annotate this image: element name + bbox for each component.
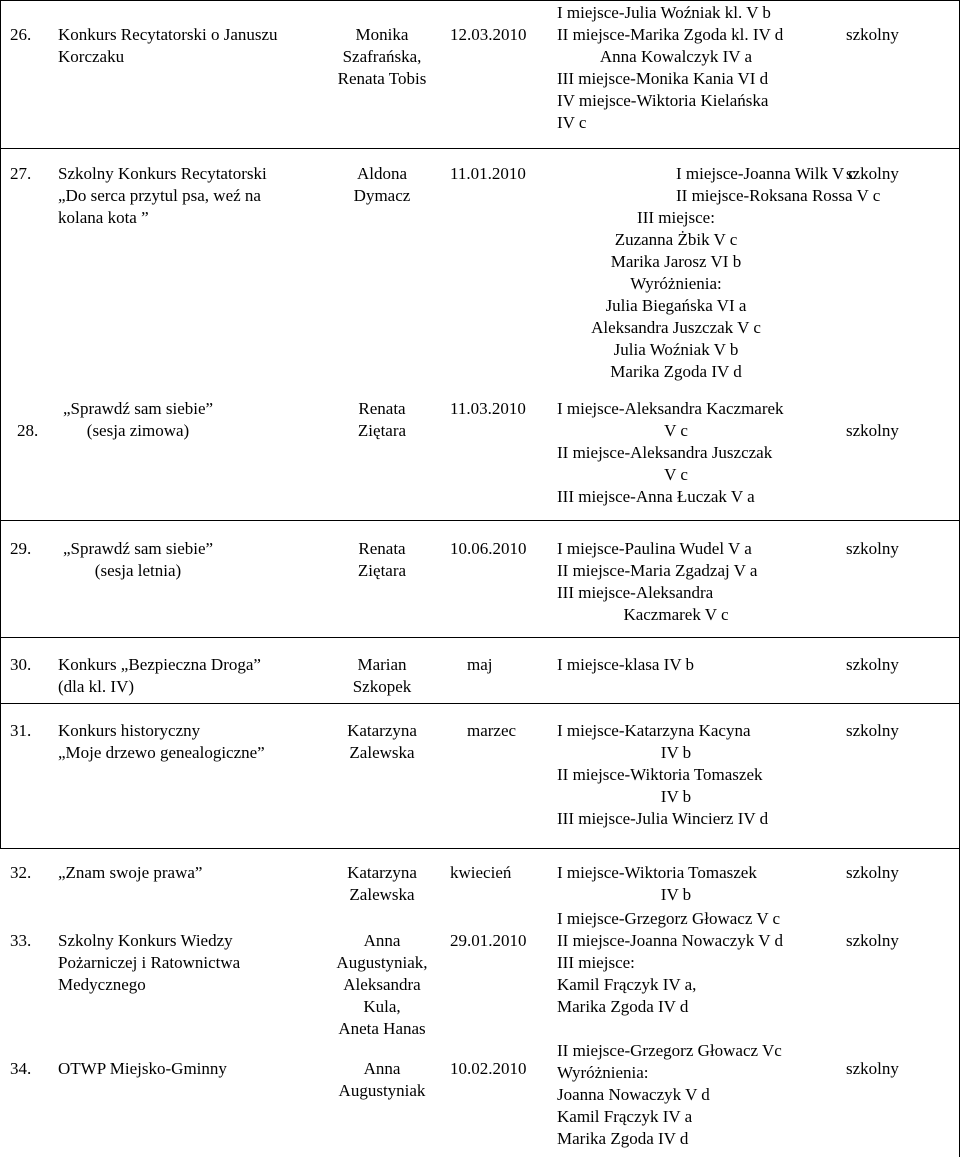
competition-name: „Sprawdź sam siebie” bbox=[62, 399, 214, 418]
organizer-name: Szafrańska, bbox=[342, 47, 422, 66]
organizer-name: Marian bbox=[357, 655, 407, 674]
result-line: II miejsce-Wiktoria Tomaszek bbox=[557, 765, 763, 784]
competition-name: (dla kl. IV) bbox=[58, 677, 135, 696]
result-line: Wyróżnienia: bbox=[630, 274, 722, 293]
organizer-name: Renata bbox=[358, 399, 406, 418]
competition-date: 11.01.2010 bbox=[450, 164, 526, 183]
organizer-name: Kula, bbox=[363, 997, 401, 1016]
row-number: 31. bbox=[10, 721, 32, 740]
organizer-name: Anna bbox=[363, 931, 401, 950]
result-line: Joanna Nowaczyk V d bbox=[557, 1085, 710, 1104]
row-number: 32. bbox=[10, 863, 32, 882]
result-line: Marika Jarosz VI b bbox=[610, 252, 742, 271]
result-line: Julia Biegańska VI a bbox=[605, 296, 747, 315]
result-line: Kaczmarek V c bbox=[623, 605, 729, 624]
competition-date: marzec bbox=[467, 721, 517, 740]
row-number: 29. bbox=[10, 539, 32, 558]
result-line: II miejsce-Roksana Rossa V c bbox=[676, 186, 881, 205]
row-number: 30. bbox=[10, 655, 32, 674]
competition-date: 11.03.2010 bbox=[450, 399, 526, 418]
organizer-name: Szkopek bbox=[352, 677, 412, 696]
result-line: V c bbox=[664, 421, 688, 440]
result-line: I miejsce-Katarzyna Kacyna bbox=[557, 721, 751, 740]
organizer-name: Zalewska bbox=[349, 885, 415, 904]
organizer-name: Ziętara bbox=[357, 421, 407, 440]
competition-name: Szkolny Konkurs Wiedzy bbox=[58, 931, 233, 950]
competition-level: szkolny bbox=[846, 164, 899, 183]
result-line: I miejsce-klasa IV b bbox=[557, 655, 695, 674]
competition-level: szkolny bbox=[846, 25, 899, 44]
organizer-name: Renata Tobis bbox=[337, 69, 427, 88]
competition-name: Konkurs „Bezpieczna Droga” bbox=[58, 655, 261, 674]
result-line: III miejsce: bbox=[637, 208, 715, 227]
competition-level: szkolny bbox=[846, 421, 899, 440]
competition-level: szkolny bbox=[846, 539, 899, 558]
result-line: Marika Zgoda IV d bbox=[610, 362, 742, 381]
competition-name: „Znam swoje prawa” bbox=[58, 863, 203, 882]
result-line: II miejsce-Marika Zgoda kl. IV d bbox=[557, 25, 784, 44]
row-divider bbox=[0, 0, 960, 1]
result-line: IV c bbox=[557, 113, 587, 132]
result-line: I miejsce-Paulina Wudel V a bbox=[557, 539, 752, 558]
result-line: II miejsce-Maria Zgadzaj V a bbox=[557, 561, 758, 580]
organizer-name: Augustyniak, bbox=[336, 953, 428, 972]
row-divider bbox=[0, 848, 960, 849]
organizer-name: Katarzyna bbox=[347, 863, 417, 882]
result-line: IV miejsce-Wiktoria Kielańska bbox=[557, 91, 769, 110]
result-line: IV b bbox=[660, 885, 692, 904]
competition-date: 29.01.2010 bbox=[450, 931, 527, 950]
competition-date: 10.06.2010 bbox=[450, 539, 527, 558]
result-line: III miejsce-Julia Wincierz IV d bbox=[557, 809, 769, 828]
competition-name: Pożarniczej i Ratownictwa bbox=[58, 953, 241, 972]
competition-name: Medycznego bbox=[58, 975, 146, 994]
competition-level: szkolny bbox=[846, 1059, 899, 1078]
row-number: 26. bbox=[10, 25, 32, 44]
competition-date: 12.03.2010 bbox=[450, 25, 527, 44]
competition-name: (sesja letnia) bbox=[94, 561, 182, 580]
result-line: Zuzanna Żbik V c bbox=[614, 230, 738, 249]
competition-name: kolana kota ” bbox=[58, 208, 149, 227]
organizer-name: Anna bbox=[363, 1059, 401, 1078]
result-line: IV b bbox=[660, 743, 692, 762]
result-line: V c bbox=[664, 465, 688, 484]
result-line: Aleksandra Juszczak V c bbox=[591, 318, 761, 337]
competition-name: OTWP Miejsko-Gminny bbox=[58, 1059, 227, 1078]
row-number: 28. bbox=[17, 421, 39, 440]
result-line: Wyróżnienia: bbox=[557, 1063, 649, 1082]
result-line: III miejsce: bbox=[557, 953, 635, 972]
row-divider bbox=[0, 148, 960, 149]
result-line: III miejsce-Aleksandra bbox=[557, 583, 714, 602]
organizer-name: Aleksandra bbox=[343, 975, 421, 994]
result-line: Anna Kowalczyk IV a bbox=[599, 47, 753, 66]
result-line: Marika Zgoda IV d bbox=[557, 1129, 689, 1148]
organizer-name: Zalewska bbox=[349, 743, 415, 762]
organizer-name: Dymacz bbox=[353, 186, 411, 205]
row-number: 34. bbox=[10, 1059, 32, 1078]
row-number: 27. bbox=[10, 164, 32, 183]
competition-date: kwiecień bbox=[450, 863, 512, 882]
competition-name: Korczaku bbox=[58, 47, 125, 66]
competition-level: szkolny bbox=[846, 931, 899, 950]
organizer-name: Ziętara bbox=[357, 561, 407, 580]
result-line: I miejsce-Grzegorz Głowacz V c bbox=[557, 909, 781, 928]
result-line: I miejsce-Julia Woźniak kl. V b bbox=[557, 3, 771, 22]
result-line: IV b bbox=[660, 787, 692, 806]
result-line: I miejsce-Joanna Wilk V c bbox=[676, 164, 856, 183]
result-line: II miejsce-Aleksandra Juszczak bbox=[557, 443, 773, 462]
organizer-name: Monika bbox=[355, 25, 409, 44]
organizer-name: Katarzyna bbox=[347, 721, 417, 740]
competition-name: „Sprawdź sam siebie” bbox=[62, 539, 214, 558]
result-line: Kamil Frączyk IV a bbox=[557, 1107, 693, 1126]
result-line: II miejsce-Grzegorz Głowacz Vc bbox=[557, 1041, 782, 1060]
competition-date: 10.02.2010 bbox=[450, 1059, 527, 1078]
result-line: II miejsce-Joanna Nowaczyk V d bbox=[557, 931, 783, 950]
competition-name: „Moje drzewo genealogiczne” bbox=[58, 743, 265, 762]
result-line: I miejsce-Wiktoria Tomaszek bbox=[557, 863, 757, 882]
competition-level: szkolny bbox=[846, 863, 899, 882]
competition-level: szkolny bbox=[846, 655, 899, 674]
competition-level: szkolny bbox=[846, 721, 899, 740]
column-divider bbox=[0, 0, 1, 848]
row-divider bbox=[0, 520, 960, 521]
competition-name: (sesja zimowa) bbox=[86, 421, 190, 440]
organizer-name: Renata bbox=[358, 539, 406, 558]
competition-date: maj bbox=[467, 655, 493, 674]
result-line: III miejsce-Anna Łuczak V a bbox=[557, 487, 755, 506]
competition-name: Konkurs historyczny bbox=[58, 721, 201, 740]
result-line: Marika Zgoda IV d bbox=[557, 997, 689, 1016]
row-divider bbox=[0, 637, 960, 638]
competition-name: Szkolny Konkurs Recytatorski bbox=[58, 164, 267, 183]
result-line: III miejsce-Monika Kania VI d bbox=[557, 69, 769, 88]
result-line: I miejsce-Aleksandra Kaczmarek bbox=[557, 399, 784, 418]
row-divider bbox=[0, 703, 960, 704]
competition-name: Konkurs Recytatorski o Januszu bbox=[58, 25, 278, 44]
organizer-name: Aldona bbox=[356, 164, 408, 183]
result-line: Kamil Frączyk IV a, bbox=[557, 975, 697, 994]
organizer-name: Augustyniak bbox=[338, 1081, 426, 1100]
result-line: Julia Woźniak V b bbox=[613, 340, 739, 359]
row-number: 33. bbox=[10, 931, 32, 950]
competition-name: „Do serca przytul psa, weź na bbox=[58, 186, 261, 205]
organizer-name: Aneta Hanas bbox=[338, 1019, 426, 1038]
